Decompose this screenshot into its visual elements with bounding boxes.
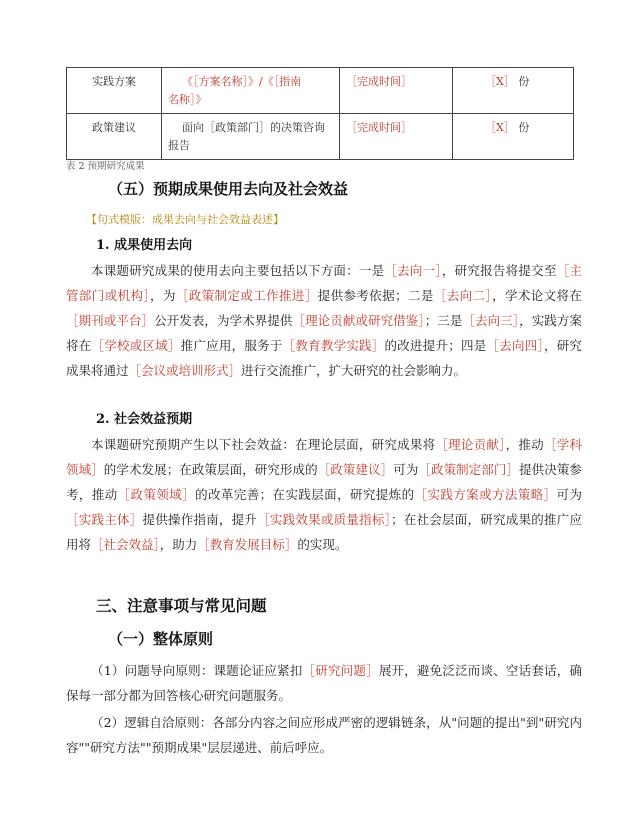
result-name-line1: 面向［政策部门］的决策咨询 [182, 121, 325, 134]
template-hint: 【句式模版：成果去向与社会效益表述】 [86, 213, 284, 226]
result-count-unit: 份 [518, 121, 530, 134]
result-time: ［完成时间］ [346, 121, 412, 134]
result-time: ［完成时间］ [346, 75, 412, 88]
section-heading: （一）整体原则 [108, 630, 214, 648]
result-type-cell: 政策建议 [67, 114, 162, 160]
result-name-cell [162, 114, 340, 160]
table-caption: 表 2 预期研究成果 [66, 161, 145, 172]
paragraph-principle-2: （2）逻辑自洽原则：各部分内容之间应形成严密的逻辑链条，从"问题的提出"到"研究内容""研究方法""预期成果"层层递进、前后呼应。 [66, 715, 582, 755]
result-count-tag: ［X］ [485, 121, 515, 134]
paragraph-principle-1: （1）问题导向原则：课题论证应紧扣［研究问题］展开，避免泛泛而谈、空话套话，确保每一部分都为回答核心研究问题服务。 [66, 663, 582, 703]
paragraph-benefits: 本课题研究预期产生以下社会效益：在理论层面，研究成果将［理论贡献］，推动［学科领域］的学术发展；在政策层面，研究形成的［政策建议］可为［政策制定部门］提供决策参考，推动［政策领域］的改革完善；在实践层面，研究提炼的［实践方案或方法策略］可为［实践主体］提供操作指南，提升［实践效果或质量指标］；在社会层面，研究成果的推广应用将［社会效益］，助力［教育发展目标］的实现。 [66, 437, 582, 552]
table-row [67, 68, 574, 114]
results-table [66, 67, 574, 160]
result-count-cell [453, 68, 574, 114]
result-name-line2: 名称］》 [168, 93, 207, 106]
result-time-cell [340, 114, 453, 160]
section-heading: （五）预期成果使用去向及社会效益 [108, 180, 349, 198]
part-heading: 三、注意事项与常见问题 [96, 596, 267, 615]
result-count-cell [453, 114, 574, 160]
result-time-cell [340, 68, 453, 114]
result-count-tag: ［X］ [485, 75, 515, 88]
subsection-heading: 1. 成果使用去向 [96, 238, 193, 253]
result-name-cell [162, 68, 340, 114]
paragraph-usage: 本课题研究成果的使用去向主要包括以下方面：一是［去向一］，研究报告将提交至［主管部门或机构］，为［政策制定或工作推进］提供参考依据；二是［去向二］，学术论文将在［期刊或平台］公开发表，为学术界提供［理论贡献或研究借鉴］；三是［去向三］，实践方案将在［学校或区域］推广应用，服务于［教育教学实践］的改进提升；四是［去向四］，研究成果将通过［会议或培训形式］进行交流推广，扩大研究的社会影响力。 [66, 263, 582, 378]
table-row [67, 114, 574, 160]
result-name-line2: 报告 [168, 139, 190, 152]
result-name-line1: 《［方案名称］》/《［指南 [182, 75, 302, 88]
subsection-heading: 2. 社会效益预期 [96, 412, 193, 427]
result-type-cell: 实践方案 [67, 68, 162, 114]
result-count-unit: 份 [518, 75, 530, 88]
